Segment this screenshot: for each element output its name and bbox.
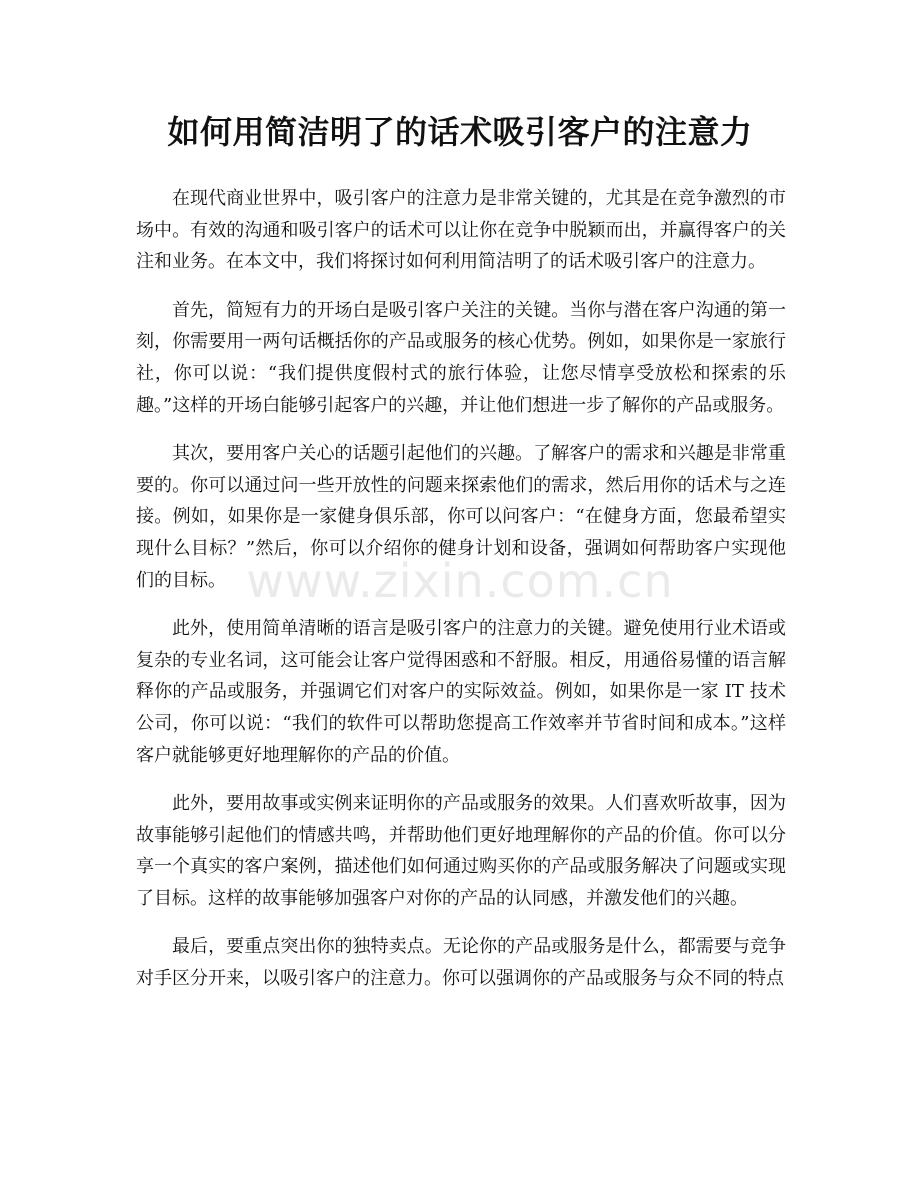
paragraph-unique-selling-point: 最后，要重点突出你的独特卖点。无论你的产品或服务是什么，都需要与竞争对手区分开来，以吸引客户的注意力。你可以强调你的产品或服务与众不同的特点	[136, 936, 786, 990]
paragraph-simple-language: 此外，使用简单清晰的语言是吸引客户的注意力的关键。避免使用行业术语或复杂的专业名词，这可能会让客户觉得困惑和不舒服。相反，用通俗易懂的语言解释你的产品或服务，并强调它们对客户的实际效益。例如，如果你是一家 IT 技术公司，你可以说：“我们的软件可以帮助您提高工作效率并节省时间和成本。”这样客户就能够更好地理解你的产品的价值。	[136, 618, 786, 766]
paragraph-opening-line: 首先，简短有力的开场白是吸引客户关注的关键。当你与潜在客户沟通的第一刻，你需要用一两句话概括你的产品或服务的核心优势。例如，如果你是一家旅行社，你可以说：“我们提供度假村式的旅行体验，让您尽情享受放松和探索的乐趣。”这样的开场白能够引起客户的兴趣，并让他们想进一步了解你的产品或服务。	[136, 299, 786, 416]
paragraph-stories: 此外，要用故事或实例来证明你的产品或服务的效果。人们喜欢听故事，因为故事能够引起他们的情感共鸣，并帮助他们更好地理解你的产品的价值。你可以分享一个真实的客户案例，描述他们如何通过购买你的产品或服务解决了问题或实现了目标。这样的故事能够加强客户对你的产品的认同感，并激发他们的兴趣。	[136, 793, 786, 909]
document-title: 如何用简洁明了的话术吸引客户的注意力	[167, 113, 753, 151]
paragraph-customer-topics: 其次，要用客户关心的话题引起他们的兴趣。了解客户的需求和兴趣是非常重要的。你可以通过问一些开放性的问题来探索他们的需求，然后用你的话术与之连接。例如，如果你是一家健身俱乐部，你可以问客户：“在健身方面，您最希望实现什么目标？”然后，你可以介绍你的健身计划和设备，强调如何帮助客户实现他们的目标。	[136, 443, 786, 591]
document-body	[136, 183, 786, 1012]
paragraph-intro: 在现代商业世界中，吸引客户的注意力是非常关键的，尤其是在竞争激烈的市场中。有效的沟通和吸引客户的话术可以让你在竞争中脱颖而出，并赢得客户的关注和业务。在本文中，我们将探讨如何利用简洁明了的话术吸引客户的注意力。	[136, 188, 786, 273]
watermark-text: www.zixin.com.cn	[246, 554, 674, 608]
